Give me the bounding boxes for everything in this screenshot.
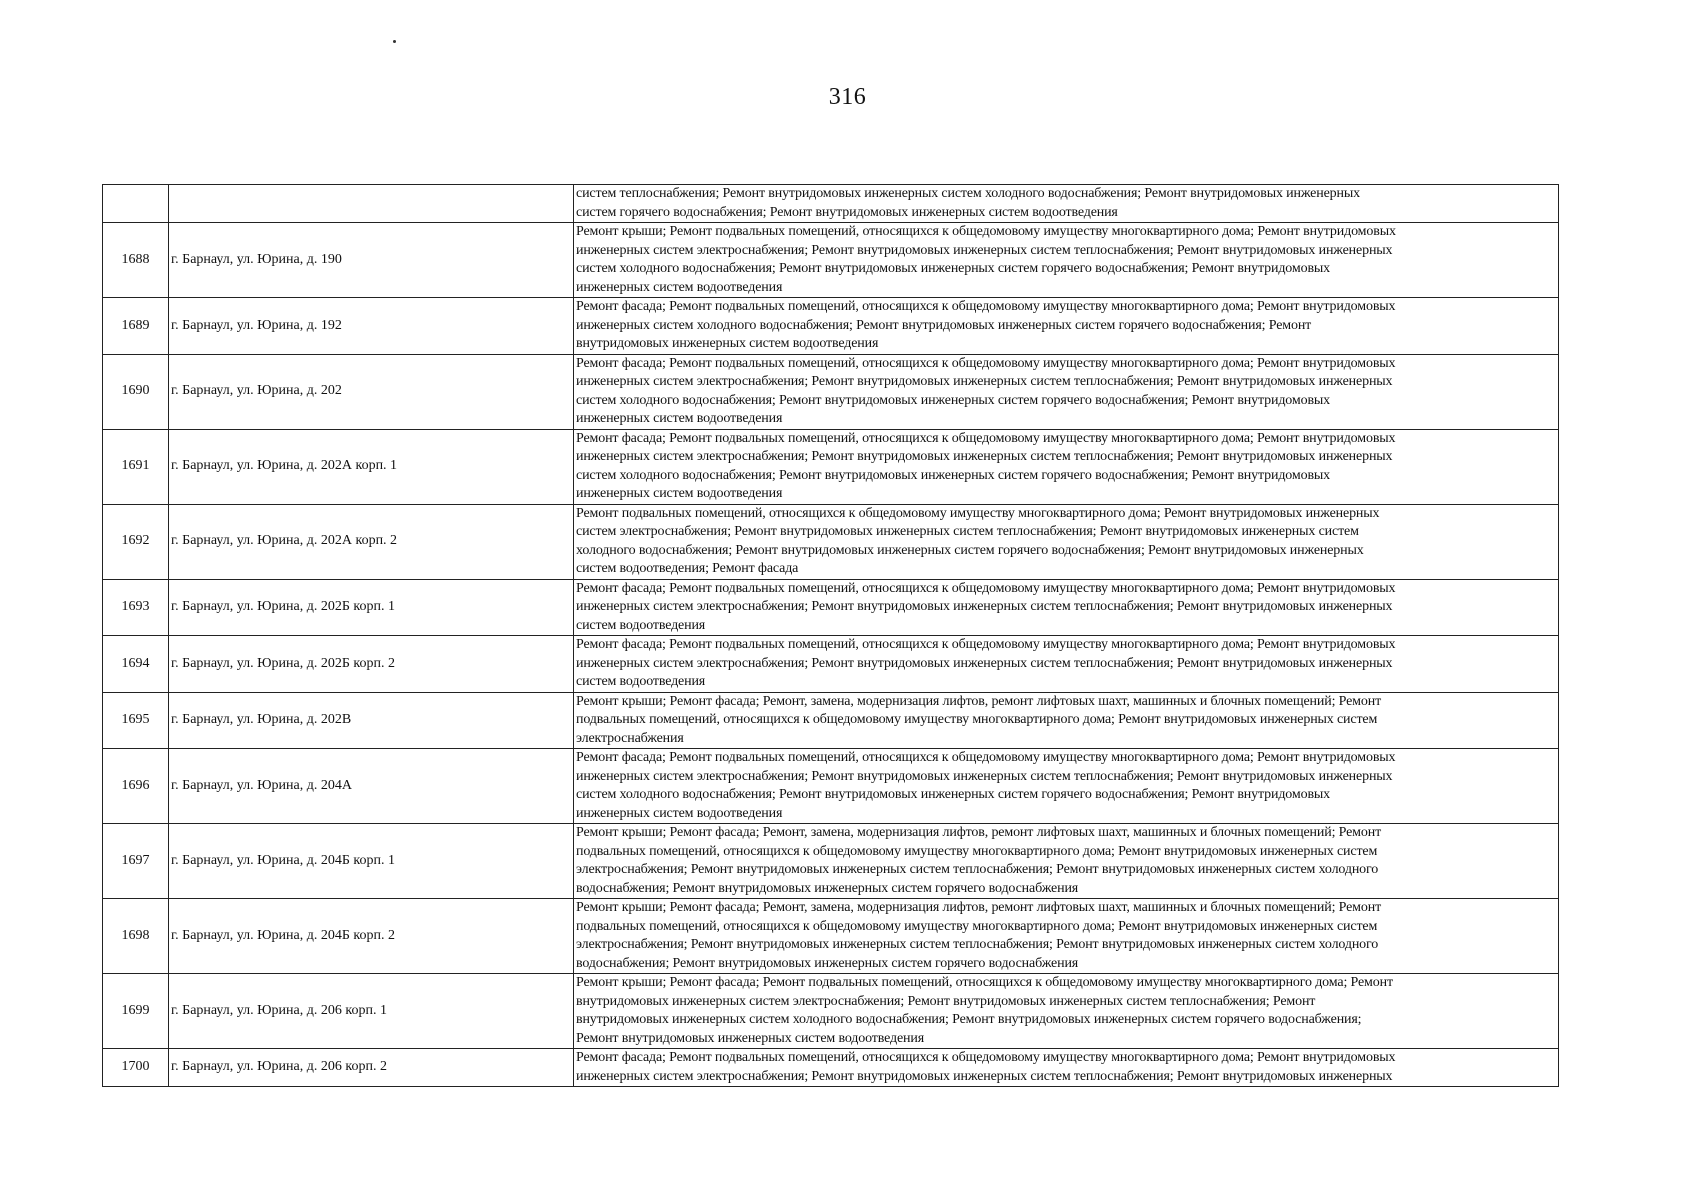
address-cell: г. Барнаул, ул. Юрина, д. 204Б корп. 2 [169,899,574,974]
address-cell: г. Барнаул, ул. Юрина, д. 206 корп. 1 [169,974,574,1049]
works-line: подвальных помещений, относящихся к общедомовому имуществу многоквартирного дома; Ремонт внутридомовых инженерных систем [576,843,1378,859]
works-line: Ремонт крыши; Ремонт подвальных помещений, относящихся к общедомовому имуществу многоквартирного дома; Ремонт внутридомовых [576,224,1396,239]
address-cell: г. Барнаул, ул. Юрина, д. 202А корп. 1 [169,429,574,504]
table-row [103,899,1559,974]
works-line: инженерных систем электроснабжения; Ремонт внутридомовых инженерных систем теплоснабжения; Ремонт внутридомовых инженерных [576,599,1393,614]
works-line: инженерных систем электроснабжения; Ремонт внутридомовых инженерных систем теплоснабжения; Ремонт внутридомовых инженерных [576,655,1393,671]
works-line: инженерных систем водоотведения [576,805,783,821]
row-number-cell: 1697 [103,824,169,899]
works-cell [574,899,1559,974]
table-row [103,1049,1559,1087]
address-cell: г. Барнаул, ул. Юрина, д. 206 корп. 2 [169,1049,574,1087]
address-cell: г. Барнаул, ул. Юрина, д. 202Б корп. 2 [169,636,574,693]
works-line: внутридомовых инженерных систем электроснабжения; Ремонт внутридомовых инженерных систем теплоснабжения; Ремонт [576,993,1316,1009]
works-cell [574,298,1559,355]
works-line: водоснабжения; Ремонт внутридомовых инженерных систем горячего водоснабжения [576,955,1079,971]
works-line: инженерных систем электроснабжения; Ремонт внутридомовых инженерных систем теплоснабжения; Ремонт внутридомовых инженерных [576,374,1393,389]
works-line: Ремонт подвальных помещений, относящихся к общедомовому имуществу многоквартирного дома; Ремонт внутридомовых инженерных [576,505,1380,521]
works-line: систем горячего водоснабжения; Ремонт внутридомовых инженерных систем водоотведения [576,204,1118,220]
row-number-cell: 1698 [103,899,169,974]
row-number-cell: 1691 [103,429,169,504]
works-line: электроснабжения [576,730,684,746]
works-line: инженерных систем электроснабжения; Ремонт внутридомовых инженерных систем теплоснабжения; Ремонт внутридомовых инженерных [576,768,1393,784]
works-cell [574,429,1559,504]
works-line: электроснабжения; Ремонт внутридомовых инженерных систем теплоснабжения; Ремонт внутридомовых инженерных систем холодного [576,862,1379,877]
table-row [103,636,1559,693]
works-cell [574,354,1559,429]
works-cell [574,749,1559,824]
table-row [103,579,1559,636]
address-cell: г. Барнаул, ул. Юрина, д. 202Б корп. 1 [169,579,574,636]
works-line: Ремонт фасада; Ремонт подвальных помещений, относящихся к общедомовому имуществу многоквартирного дома; Ремонт внутридомовых [576,430,1396,446]
table-row [103,429,1559,504]
row-number-cell [103,185,169,223]
row-number-cell: 1694 [103,636,169,693]
works-cell [574,636,1559,693]
works-line: систем водоотведения; Ремонт фасада [576,561,799,576]
table-row [103,354,1559,429]
works-line: Ремонт крыши; Ремонт фасада; Ремонт, замена, модернизация лифтов, ремонт лифтовых шахт, машинных и блочных помещений; Ремонт [576,900,1382,915]
works-line: подвальных помещений, относящихся к общедомовому имуществу многоквартирного дома; Ремонт внутридомовых инженерных систем [576,712,1378,727]
works-line: инженерных систем электроснабжения; Ремонт внутридомовых инженерных систем теплоснабжения; Ремонт внутридомовых инженерных [576,1068,1393,1084]
works-cell [574,824,1559,899]
address-cell: г. Барнаул, ул. Юрина, д. 192 [169,298,574,355]
works-line: систем холодного водоснабжения; Ремонт внутридомовых инженерных систем горячего водоснабжения; Ремонт внутридомовых [576,467,1331,483]
works-line: систем теплоснабжения; Ремонт внутридомовых инженерных систем холодного водоснабжения; Ремонт внутридомовых инженерных [576,186,1360,201]
works-line: водоснабжения; Ремонт внутридомовых инженерных систем горячего водоснабжения [576,880,1079,896]
scan-dot [393,40,396,43]
row-number-cell: 1689 [103,298,169,355]
address-cell [169,185,574,223]
table-row [103,223,1559,298]
row-number-cell: 1690 [103,354,169,429]
works-line: инженерных систем электроснабжения; Ремонт внутридомовых инженерных систем теплоснабжения; Ремонт внутридомовых инженерных [576,449,1393,464]
works-line: Ремонт крыши; Ремонт фасада; Ремонт, замена, модернизация лифтов, ремонт лифтовых шахт, машинных и блочных помещений; Ремонт [576,825,1382,840]
works-line: Ремонт фасада; Ремонт подвальных помещений, относящихся к общедомовому имуществу многоквартирного дома; Ремонт внутридомовых [576,299,1396,314]
works-cell [574,692,1559,749]
works-line: внутридомовых инженерных систем водоотведения [576,336,879,351]
works-line: систем водоотведения [576,674,706,689]
works-line: Ремонт внутридомовых инженерных систем водоотведения [576,1030,924,1046]
works-line: внутридомовых инженерных систем холодного водоснабжения; Ремонт внутридомовых инженерных систем горячего водоснабжения; [576,1012,1362,1027]
works-cell [574,974,1559,1049]
address-cell: г. Барнаул, ул. Юрина, д. 202В [169,692,574,749]
works-line: инженерных систем водоотведения [576,411,783,426]
page-number: 316 [828,84,867,110]
row-number-cell: 1696 [103,749,169,824]
works-cell [574,185,1559,223]
works-line: систем электроснабжения; Ремонт внутридомовых инженерных систем теплоснабжения; Ремонт внутридомовых инженерных систем [576,524,1359,539]
works-line: Ремонт фасада; Ремонт подвальных помещений, относящихся к общедомовому имуществу многоквартирного дома; Ремонт внутридомовых [576,1050,1396,1065]
address-cell: г. Барнаул, ул. Юрина, д. 202 [169,354,574,429]
row-number-cell: 1700 [103,1049,169,1087]
row-number-cell: 1699 [103,974,169,1049]
works-line: подвальных помещений, относящихся к общедомовому имуществу многоквартирного дома; Ремонт внутридомовых инженерных систем [576,918,1378,934]
works-line: систем холодного водоснабжения; Ремонт внутридомовых инженерных систем горячего водоснабжения; Ремонт внутридомовых [576,787,1331,802]
works-line: Ремонт фасада; Ремонт подвальных помещений, относящихся к общедомовому имуществу многоквартирного дома; Ремонт внутридомовых [576,355,1396,371]
works-line: Ремонт крыши; Ремонт фасада; Ремонт подвальных помещений, относящихся к общедомовому имуществу многоквартирного дома; Ремонт [576,975,1393,990]
row-number-cell: 1692 [103,504,169,579]
works-cell [574,504,1559,579]
address-cell: г. Барнаул, ул. Юрина, д. 204Б корп. 1 [169,824,574,899]
works-line: Ремонт крыши; Ремонт фасада; Ремонт, замена, модернизация лифтов, ремонт лифтовых шахт, машинных и блочных помещений; Ремонт [576,693,1382,709]
table-row [103,692,1559,749]
works-line: холодного водоснабжения; Ремонт внутридомовых инженерных систем горячего водоснабжения; Ремонт внутридомовых инженерных [576,542,1364,558]
address-cell: г. Барнаул, ул. Юрина, д. 190 [169,223,574,298]
table-row [103,974,1559,1049]
works-line: Ремонт фасада; Ремонт подвальных помещений, относящихся к общедомовому имуществу многоквартирного дома; Ремонт внутридомовых [576,750,1396,765]
works-line: систем холодного водоснабжения; Ремонт внутридомовых инженерных систем горячего водоснабжения; Ремонт внутридомовых [576,261,1331,276]
works-cell [574,1049,1559,1087]
table-row [103,749,1559,824]
table-row [103,185,1559,223]
works-line: инженерных систем водоотведения [576,279,783,295]
table-row [103,504,1559,579]
table-row [103,824,1559,899]
address-cell: г. Барнаул, ул. Юрина, д. 202А корп. 2 [169,504,574,579]
row-number-cell: 1693 [103,579,169,636]
works-line: инженерных систем холодного водоснабжения; Ремонт внутридомовых инженерных систем горячего водоснабжения; Ремонт [576,317,1312,333]
works-line: Ремонт фасада; Ремонт подвальных помещений, относящихся к общедомовому имуществу многоквартирного дома; Ремонт внутридомовых [576,637,1396,652]
table-body [103,185,1559,1087]
works-registry-table [102,184,1559,1087]
table-row [103,298,1559,355]
works-line: электроснабжения; Ремонт внутридомовых инженерных систем теплоснабжения; Ремонт внутридомовых инженерных систем холодного [576,937,1379,952]
address-cell: г. Барнаул, ул. Юрина, д. 204А [169,749,574,824]
row-number-cell: 1688 [103,223,169,298]
works-line: Ремонт фасада; Ремонт подвальных помещений, относящихся к общедомовому имуществу многоквартирного дома; Ремонт внутридомовых [576,580,1396,596]
works-cell [574,579,1559,636]
row-number-cell: 1695 [103,692,169,749]
works-cell [574,223,1559,298]
works-line: систем водоотведения [576,617,706,633]
works-line: систем холодного водоснабжения; Ремонт внутридомовых инженерных систем горячего водоснабжения; Ремонт внутридомовых [576,392,1331,408]
works-line: инженерных систем водоотведения [576,486,783,501]
works-line: инженерных систем электроснабжения; Ремонт внутридомовых инженерных систем теплоснабжения; Ремонт внутридомовых инженерных [576,242,1393,258]
